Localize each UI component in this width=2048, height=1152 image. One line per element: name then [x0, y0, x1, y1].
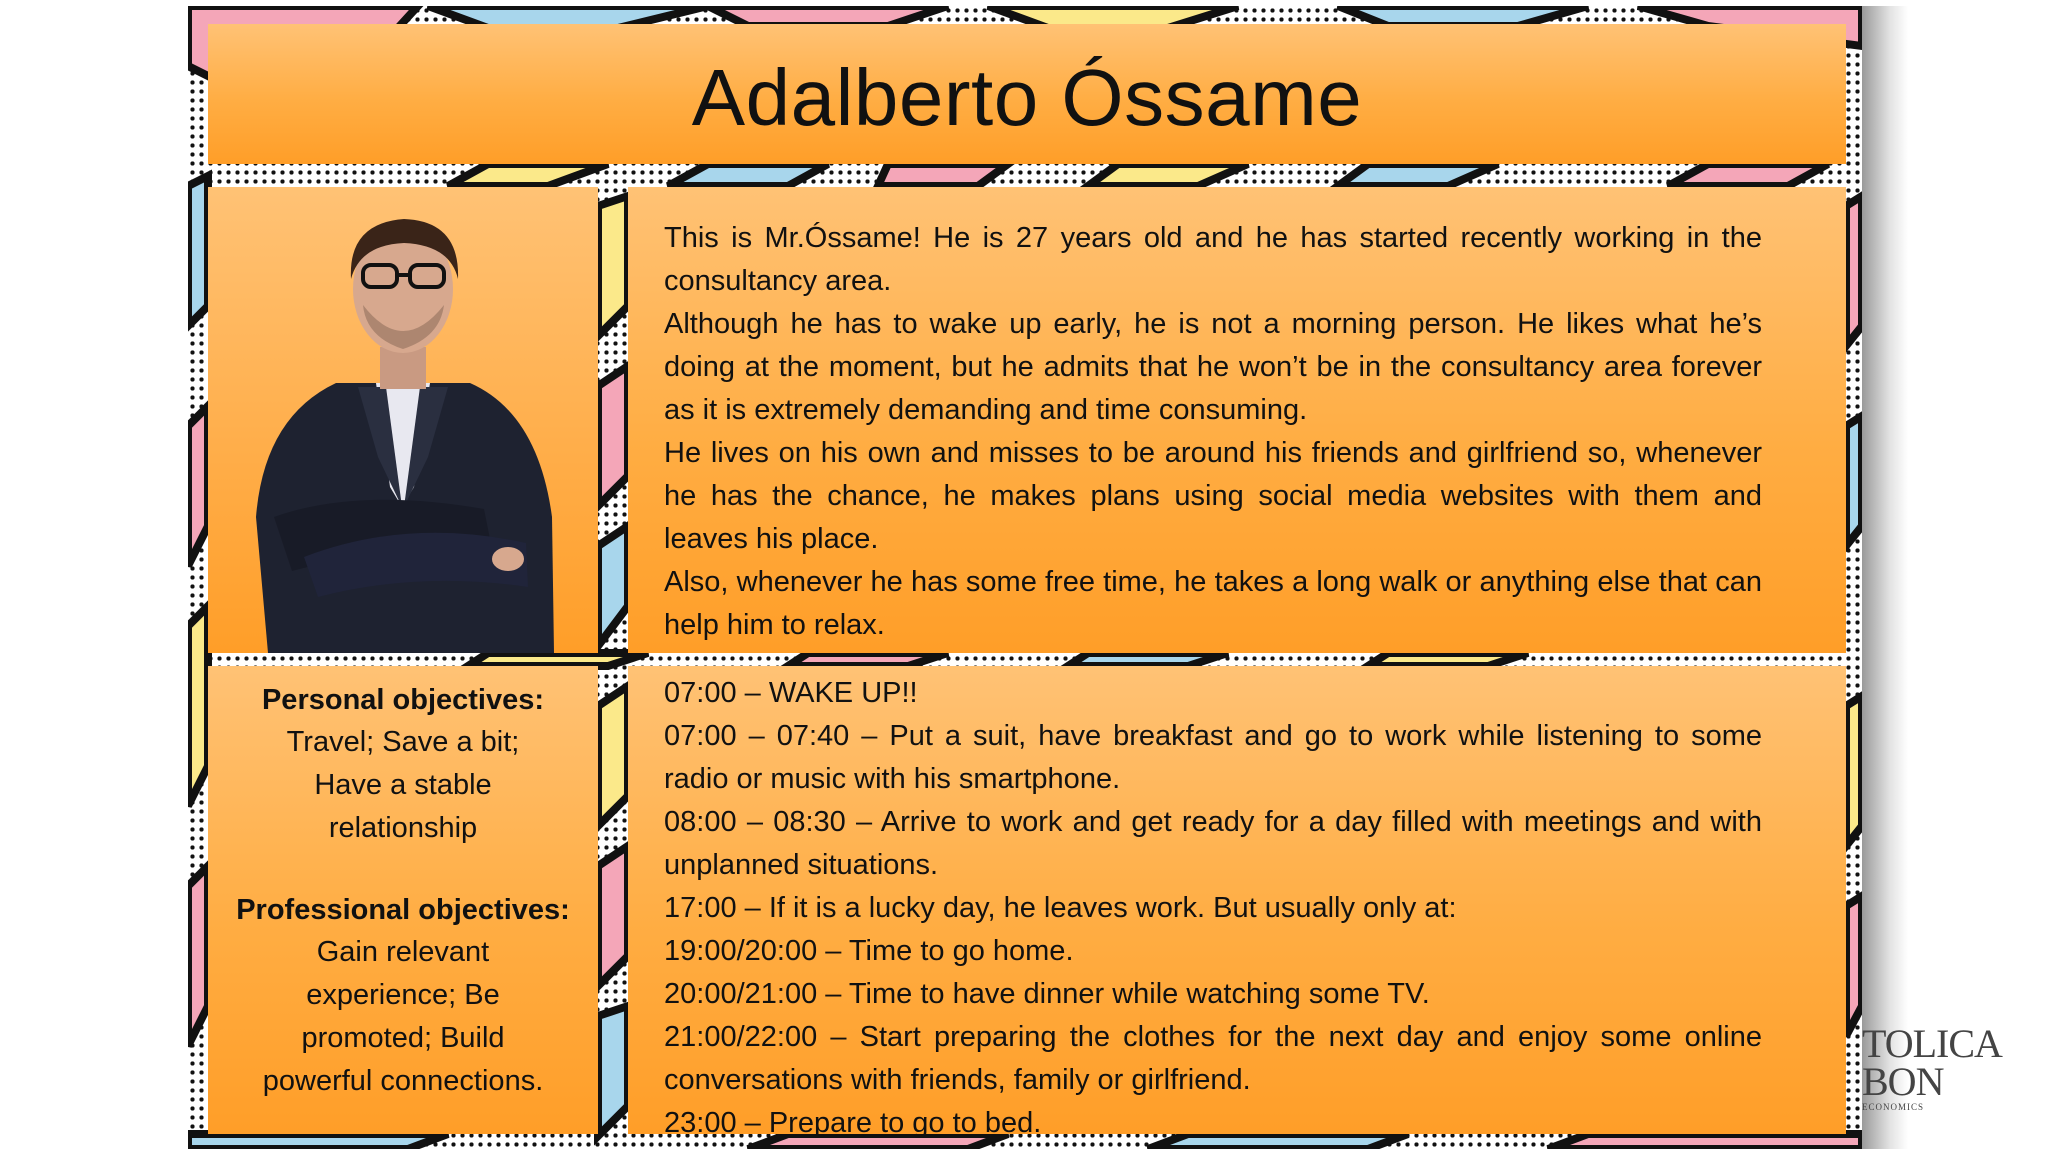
professional-objectives-heading: Professional objectives: [236, 894, 570, 926]
personal-objectives-line: Have a stable [314, 769, 492, 801]
professional-objectives-line: promoted; Build [301, 1022, 505, 1054]
schedule-item: 08:00 – 08:30 – Arrive to work and get ready for a day filled with meetings and with unplanned situations. [664, 806, 1762, 881]
professional-objectives-line: Gain relevant [316, 936, 490, 968]
persona-photo [208, 187, 598, 653]
bio-paragraph: Although he has to wake up early, he is not a morning person. He likes what he’s doing at the moment, but he admits that he won’t be in the consultancy area forever as it is extremely demanding and time consuming. [664, 308, 1762, 426]
man-in-suit-portrait [208, 187, 598, 653]
logo-line: BON [1862, 1059, 1944, 1104]
professional-objectives-line: powerful connections. [262, 1065, 544, 1097]
schedule-item: 07:00 – WAKE UP!! [664, 677, 918, 709]
bio-paragraph: Also, whenever he has some free time, he takes a long walk or anything else that can help him to relax. [664, 566, 1762, 641]
schedule-item: 23:00 – Prepare to go to bed. [664, 1107, 1042, 1139]
slide-shadow [1862, 6, 1908, 1149]
title-panel [208, 24, 1846, 164]
bio-paragraph: This is Mr.Óssame! He is 27 years old and he has started recently working in the consultancy area. [664, 222, 1762, 297]
persona-name-title: Adalberto Óssame [691, 53, 1363, 142]
daily-schedule [628, 666, 1846, 1139]
logo-line: TOLICA [1862, 1021, 2002, 1066]
professional-objectives-line: experience; Be [306, 979, 500, 1011]
schedule-item: 07:00 – 07:40 – Put a suit, have breakfast and go to work while listening to some radio or music with his smartphone. [664, 720, 1762, 795]
objectives-panel [208, 666, 598, 1134]
schedule-item: 19:00/20:00 – Time to go home. [664, 935, 1074, 967]
university-logo [1862, 1018, 2002, 1112]
presentation-slide [188, 6, 1862, 1149]
schedule-item: 17:00 – If it is a lucky day, he leaves work. But usually only at: [664, 892, 1457, 924]
personal-objectives-line: relationship [328, 812, 478, 844]
logo-line: ECONOMICS [1862, 1102, 1925, 1112]
persona-bio [628, 187, 1846, 653]
schedule-item: 20:00/21:00 – Time to have dinner while watching some TV. [664, 978, 1430, 1010]
schedule-item: 21:00/22:00 – Start preparing the clothes for the next day and enjoy some online conversations with friends, family or girlfriend. [664, 1021, 1762, 1096]
bio-paragraph: He lives on his own and misses to be around his friends and girlfriend so, whenever he has the chance, he makes plans using social media websites with them and leaves his place. [664, 437, 1762, 555]
personal-objectives-heading: Personal objectives: [261, 684, 545, 716]
personal-objectives-line: Travel; Save a bit; [286, 726, 520, 758]
